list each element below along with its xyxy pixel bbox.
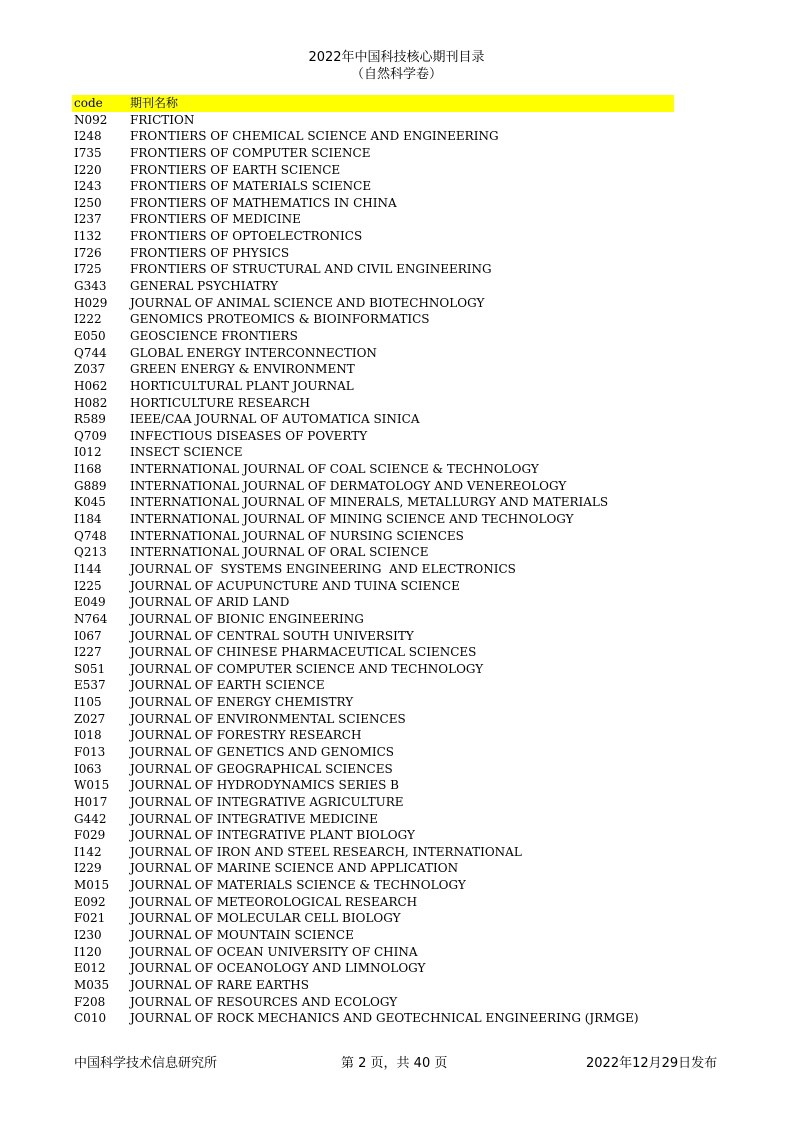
journal-name: JOURNAL OF ARID LAND (130, 595, 290, 610)
table-row (72, 261, 674, 278)
table-row (72, 960, 674, 977)
table-row (72, 811, 674, 828)
table-row (72, 894, 674, 911)
journal-code: H082 (74, 395, 108, 410)
journal-name: GENERAL PSYCHIATRY (130, 279, 279, 294)
table-row (72, 478, 674, 495)
journal-name: JOURNAL OF ENERGY CHEMISTRY (130, 695, 354, 710)
table-row (72, 228, 674, 245)
header-name: 期刊名称 (130, 96, 179, 110)
journal-name: INTERNATIONAL JOURNAL OF COAL SCIENCE & TECHNOLOGY (130, 462, 539, 477)
journal-code: I248 (74, 129, 102, 144)
table-row (72, 112, 674, 129)
journal-name: JOURNAL OF EARTH SCIENCE (130, 678, 325, 693)
journal-code: E050 (74, 328, 106, 343)
journal-code: C010 (74, 1011, 107, 1026)
journal-name: JOURNAL OF OCEANOLOGY AND LIMNOLOGY (130, 961, 426, 976)
journal-name: JOURNAL OF MARINE SCIENCE AND APPLICATION (130, 861, 459, 876)
table-row (72, 944, 674, 961)
journal-code: E092 (74, 894, 106, 909)
table-row (72, 544, 674, 561)
table-row (72, 594, 674, 611)
journal-name: JOURNAL OF INTEGRATIVE MEDICINE (130, 811, 378, 826)
journal-code: I243 (74, 179, 102, 194)
journal-name: IEEE/CAA JOURNAL OF AUTOMATICA SINICA (130, 412, 420, 427)
journal-code: I120 (74, 944, 102, 959)
journal-code: H029 (74, 295, 108, 310)
table-row (72, 794, 674, 811)
journal-name: INTERNATIONAL JOURNAL OF NURSING SCIENCES (130, 528, 464, 543)
table-row (72, 977, 674, 994)
journal-code: M015 (74, 878, 110, 893)
journal-name: JOURNAL OF ANIMAL SCIENCE AND BIOTECHNOLOGY (130, 295, 485, 310)
journal-name: FRONTIERS OF MEDICINE (130, 212, 301, 227)
journal-code: Q744 (74, 345, 107, 360)
table-row (72, 295, 674, 312)
table-row (72, 677, 674, 694)
journal-name: JOURNAL OF ROCK MECHANICS AND GEOTECHNICAL ENGINEERING (JRMGE) (130, 1011, 639, 1026)
journal-name: JOURNAL OF IRON AND STEEL RESEARCH, INTERNATIONAL (130, 844, 522, 859)
journal-name: HORTICULTURAL PLANT JOURNAL (130, 378, 354, 393)
journal-name: INTERNATIONAL JOURNAL OF MINERALS, METALLURGY AND MATERIALS (130, 495, 609, 510)
journal-name: INSECT SCIENCE (130, 445, 243, 460)
journal-code: G889 (74, 478, 107, 493)
journal-name: JOURNAL OF ACUPUNCTURE AND TUINA SCIENCE (130, 578, 460, 593)
journal-code: G442 (74, 811, 107, 826)
table-row (72, 827, 674, 844)
journal-name: FRONTIERS OF PHYSICS (130, 245, 290, 260)
table-row (72, 494, 674, 511)
journal-code: F029 (74, 828, 106, 843)
journal-name: JOURNAL OF HYDRODYNAMICS SERIES B (130, 778, 399, 793)
table-row (72, 178, 674, 195)
table-row (72, 910, 674, 927)
table-row (72, 727, 674, 744)
table-row (72, 994, 674, 1011)
table-row (72, 428, 674, 445)
table-row (72, 128, 674, 145)
document-subtitle: （自然科学卷） (350, 67, 442, 82)
journal-code: Q213 (74, 545, 107, 560)
journal-name: JOURNAL OF MOUNTAIN SCIENCE (130, 928, 354, 943)
journal-name: JOURNAL OF COMPUTER SCIENCE AND TECHNOLOGY (130, 661, 484, 676)
journal-code: H062 (74, 378, 108, 393)
journal-code: I012 (74, 445, 102, 460)
journal-code: I018 (74, 728, 102, 743)
journal-code: I735 (74, 145, 102, 160)
journal-name: GENOMICS PROTEOMICS & BIOINFORMATICS (130, 312, 430, 327)
table-row (72, 378, 674, 395)
journal-code: I144 (74, 561, 102, 576)
table-row (72, 927, 674, 944)
table-row (72, 528, 674, 545)
table-row (72, 411, 674, 428)
journal-name: JOURNAL OF GENETICS AND GENOMICS (130, 744, 395, 759)
journal-code: N092 (74, 112, 108, 127)
table-row (72, 561, 674, 578)
journal-name: JOURNAL OF INTEGRATIVE AGRICULTURE (130, 794, 404, 809)
table-row (72, 444, 674, 461)
table-row (72, 162, 674, 179)
journal-code: I220 (74, 162, 102, 177)
journal-code: S051 (74, 661, 106, 676)
table-row (72, 328, 674, 345)
journal-code: Q748 (74, 528, 107, 543)
journal-name: GREEN ENERGY & ENVIRONMENT (130, 362, 355, 377)
table-row (72, 278, 674, 295)
footer-page-number: 第 2 页，共 40 页 (341, 1056, 448, 1071)
table-row (72, 361, 674, 378)
journal-code: I237 (74, 212, 102, 227)
table-row (72, 661, 674, 678)
journal-name: JOURNAL OF RESOURCES AND ECOLOGY (130, 994, 398, 1009)
document-title: 2022年中国科技核心期刊目录 (308, 50, 485, 65)
journal-code: M035 (74, 977, 110, 992)
journal-code: I230 (74, 928, 102, 943)
table-row (72, 744, 674, 761)
table-body (72, 112, 674, 1027)
journal-name: JOURNAL OF CENTRAL SOUTH UNIVERSITY (130, 628, 414, 643)
journal-code: E049 (74, 595, 106, 610)
journal-code: I250 (74, 195, 102, 210)
journal-name: JOURNAL OF MOLECULAR CELL BIOLOGY (130, 911, 401, 926)
journal-name: INTERNATIONAL JOURNAL OF ORAL SCIENCE (130, 545, 429, 560)
footer-institute: 中国科学技术信息研究所 (74, 1056, 218, 1071)
journal-name: GEOSCIENCE FRONTIERS (130, 328, 298, 343)
table-row (72, 711, 674, 728)
journal-name: JOURNAL OF OCEAN UNIVERSITY OF CHINA (130, 944, 418, 959)
journal-name: FRICTION (130, 112, 195, 127)
journal-name: FRONTIERS OF MATHEMATICS IN CHINA (130, 195, 397, 210)
journal-name: JOURNAL OF METEOROLOGICAL RESEARCH (130, 894, 418, 909)
journal-name: FRONTIERS OF COMPUTER SCIENCE (130, 145, 371, 160)
journal-code: E012 (74, 961, 106, 976)
journal-name: JOURNAL OF MATERIALS SCIENCE & TECHNOLOGY (130, 878, 466, 893)
table-row (72, 245, 674, 262)
table-row (72, 628, 674, 645)
journal-code: I225 (74, 578, 102, 593)
journal-code: F021 (74, 911, 106, 926)
journal-code: I132 (74, 229, 102, 244)
header-code: code (74, 96, 103, 110)
journal-code: H017 (74, 794, 108, 809)
journal-name: JOURNAL OF ENVIRONMENTAL SCIENCES (130, 711, 406, 726)
table-row (72, 511, 674, 528)
journal-code: F013 (74, 744, 106, 759)
table-row (72, 844, 674, 861)
journal-name: INTERNATIONAL JOURNAL OF DERMATOLOGY AND VENEREOLOGY (130, 478, 567, 493)
journal-name: JOURNAL OF BIONIC ENGINEERING (130, 611, 364, 626)
journal-code: R589 (74, 412, 106, 427)
journal-name: FRONTIERS OF MATERIALS SCIENCE (130, 179, 372, 194)
journal-name: JOURNAL OF INTEGRATIVE PLANT BIOLOGY (130, 828, 415, 843)
journal-name: JOURNAL OF RARE EARTHS (130, 977, 309, 992)
journal-name: INFECTIOUS DISEASES OF POVERTY (130, 428, 368, 443)
journal-name: FRONTIERS OF EARTH SCIENCE (130, 162, 341, 177)
table-row (72, 694, 674, 711)
journal-name: FRONTIERS OF OPTOELECTRONICS (130, 229, 363, 244)
journal-code: G343 (74, 279, 107, 294)
table-row (72, 1010, 674, 1027)
journal-code: N764 (74, 611, 108, 626)
journal-table (72, 95, 674, 1027)
table-row (72, 777, 674, 794)
table-row (72, 578, 674, 595)
journal-code: F208 (74, 994, 106, 1009)
table-row (72, 395, 674, 412)
footer-release-date: 2022年12月29日发布 (586, 1056, 718, 1071)
journal-name: INTERNATIONAL JOURNAL OF MINING SCIENCE AND TECHNOLOGY (130, 512, 574, 527)
journal-code: I105 (74, 695, 102, 710)
journal-code: I227 (74, 645, 102, 660)
table-row (72, 611, 674, 628)
journal-code: I222 (74, 312, 102, 327)
table-row (72, 195, 674, 212)
journal-code: I168 (74, 462, 102, 477)
journal-name: JOURNAL OF GEOGRAPHICAL SCIENCES (130, 761, 393, 776)
journal-name: JOURNAL OF SYSTEMS ENGINEERING AND ELECTRONICS (130, 561, 516, 576)
journal-code: I067 (74, 628, 102, 643)
journal-name: JOURNAL OF FORESTRY RESEARCH (130, 728, 362, 743)
journal-code: I184 (74, 512, 102, 527)
journal-code: I142 (74, 844, 102, 859)
journal-code: K045 (74, 495, 106, 510)
table-row (72, 145, 674, 162)
journal-code: Q709 (74, 428, 107, 443)
table-row (72, 860, 674, 877)
table-row (72, 644, 674, 661)
table-row (72, 311, 674, 328)
journal-name: HORTICULTURE RESEARCH (130, 395, 311, 410)
table-header-row (72, 95, 674, 112)
journal-code: Z027 (74, 711, 106, 726)
journal-name: GLOBAL ENERGY INTERCONNECTION (130, 345, 377, 360)
journal-name: FRONTIERS OF STRUCTURAL AND CIVIL ENGINEERING (130, 262, 492, 277)
journal-code: I229 (74, 861, 102, 876)
table-row (72, 211, 674, 228)
table-row (72, 461, 674, 478)
journal-name: JOURNAL OF CHINESE PHARMACEUTICAL SCIENCES (130, 645, 477, 660)
journal-code: Z037 (74, 362, 106, 377)
table-row (72, 345, 674, 362)
journal-code: I063 (74, 761, 102, 776)
journal-code: I726 (74, 245, 102, 260)
journal-name: FRONTIERS OF CHEMICAL SCIENCE AND ENGINEERING (130, 129, 499, 144)
table-row (72, 761, 674, 778)
journal-code: I725 (74, 262, 102, 277)
journal-code: E537 (74, 678, 106, 693)
table-row (72, 877, 674, 894)
journal-code: W015 (74, 778, 110, 793)
